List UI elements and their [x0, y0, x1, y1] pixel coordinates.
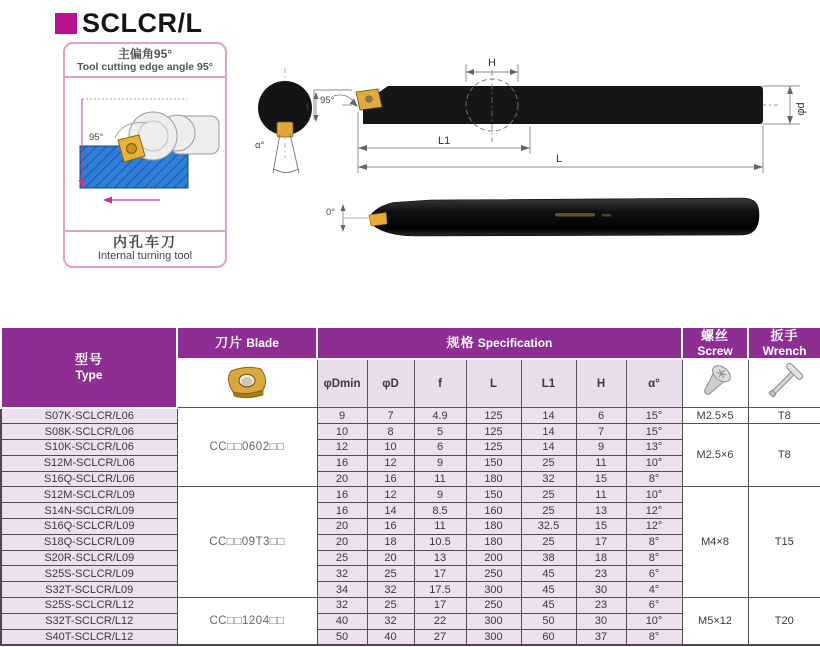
spec-value-cell: 30	[576, 582, 626, 598]
blade-code-cell: CC□□1204□□	[177, 598, 317, 646]
spec-value-cell: 8°	[626, 534, 682, 550]
blade-code-cell: CC□□0602□□	[177, 408, 317, 487]
spec-value-cell: 32	[367, 613, 414, 629]
spec-value-cell: 30	[576, 613, 626, 629]
spec-subheader-f: f	[414, 359, 466, 408]
spec-value-cell: 23	[576, 598, 626, 614]
model-cell: S40T-SCLCR/L12	[1, 629, 177, 645]
bar-marking-dash	[602, 214, 611, 217]
spec-subheader-alpha: α°	[626, 359, 682, 408]
model-cell: S12M-SCLCR/L06	[1, 455, 177, 471]
table-row	[1, 424, 820, 440]
spec-value-cell: 8°	[626, 629, 682, 645]
spec-value-cell: 10.5	[414, 534, 466, 550]
spec-value-cell: 11	[576, 455, 626, 471]
model-cell: S25S-SCLCR/L12	[1, 598, 177, 614]
spec-value-cell: 32.5	[521, 519, 576, 535]
spec-value-cell: 25	[367, 598, 414, 614]
spec-value-cell: 12	[367, 455, 414, 471]
spec-subheader-l1: L1	[521, 359, 576, 408]
spec-value-cell: 13	[576, 503, 626, 519]
spec-value-cell: 25	[521, 487, 576, 503]
screw-icon-cell	[682, 359, 748, 408]
spec-value-cell: 50	[521, 613, 576, 629]
table-row	[1, 598, 820, 614]
col-header-spec: 规格 Specification	[317, 327, 682, 359]
blade-insert-cell	[177, 359, 317, 408]
spec-value-cell: 18	[576, 550, 626, 566]
model-cell: S07K-SCLCR/L06	[1, 408, 177, 424]
spec-value-cell: 10	[317, 424, 367, 440]
spec-value-cell: 40	[367, 629, 414, 645]
spec-value-cell: 25	[521, 503, 576, 519]
spec-value-cell: 16	[367, 471, 414, 487]
spec-value-cell: 8.5	[414, 503, 466, 519]
spec-value-cell: 50	[317, 629, 367, 645]
spec-value-cell: 14	[521, 424, 576, 440]
model-cell: S16Q-SCLCR/L09	[1, 519, 177, 535]
spec-subheader-h: H	[576, 359, 626, 408]
wrench-size-cell: T8	[748, 408, 820, 424]
spec-value-cell: 34	[317, 582, 367, 598]
col-header-type: 型号 Type	[1, 327, 177, 408]
tool-photo-insert	[369, 213, 387, 227]
l-dim-label: L	[556, 153, 563, 165]
spec-value-cell: 32	[521, 471, 576, 487]
cc-insert-icon	[219, 362, 275, 402]
spec-value-cell: 23	[576, 566, 626, 582]
screw-size-cell: M4×8	[682, 487, 748, 598]
boring-bar-outline	[363, 86, 763, 124]
spec-value-cell: 125	[466, 424, 521, 440]
spec-value-cell: 125	[466, 440, 521, 456]
spec-value-cell: 180	[466, 534, 521, 550]
spec-value-cell: 4°	[626, 582, 682, 598]
page-header	[55, 8, 203, 39]
internal-turning-diagram	[65, 78, 225, 224]
spec-value-cell: 40	[317, 613, 367, 629]
tool-type-label-en: Internal turning tool	[97, 250, 193, 263]
wrench-icon-cell	[748, 359, 820, 408]
model-cell: S20R-SCLCR/L09	[1, 550, 177, 566]
spec-value-cell: 32	[317, 598, 367, 614]
spec-value-cell: 250	[466, 598, 521, 614]
feed-arrow	[103, 196, 112, 203]
spec-value-cell: 16	[317, 503, 367, 519]
spec-value-cell: 13	[414, 550, 466, 566]
screw-icon	[693, 360, 737, 404]
info-box-title	[65, 44, 225, 78]
screw-size-cell: M2.5×5	[682, 408, 748, 424]
spec-value-cell: 20	[317, 519, 367, 535]
wrench-size-cell: T15	[748, 487, 820, 598]
spec-value-cell: 8°	[626, 471, 682, 487]
model-cell: S25S-SCLCR/L09	[1, 566, 177, 582]
model-cell: S32T-SCLCR/L12	[1, 613, 177, 629]
spec-value-cell: 6°	[626, 598, 682, 614]
spec-value-cell: 25	[521, 455, 576, 471]
spec-value-cell: 17	[414, 566, 466, 582]
spec-value-cell: 300	[466, 582, 521, 598]
spec-subheader-d: φD	[367, 359, 414, 408]
f-offset-label: f	[306, 102, 309, 113]
spec-value-cell: 10°	[626, 613, 682, 629]
model-cell: S18Q-SCLCR/L09	[1, 534, 177, 550]
spec-value-cell: 9	[317, 408, 367, 424]
spec-value-cell: 38	[521, 550, 576, 566]
spec-value-cell: 200	[466, 550, 521, 566]
spec-value-cell: 32	[367, 582, 414, 598]
spec-value-cell: 8°	[626, 550, 682, 566]
spec-value-cell: 25	[317, 550, 367, 566]
spec-value-cell: 45	[521, 598, 576, 614]
wrench-size-cell: T8	[748, 424, 820, 487]
model-cell: S10K-SCLCR/L06	[1, 440, 177, 456]
spec-value-cell: 37	[576, 629, 626, 645]
cutting-angle-label-en: Tool cutting edge angle 95°	[77, 61, 213, 74]
spec-value-cell: 20	[367, 550, 414, 566]
model-cell: S08K-SCLCR/L06	[1, 424, 177, 440]
col-header-screw: 螺丝 Screw	[682, 327, 748, 359]
spec-value-cell: 12°	[626, 519, 682, 535]
bar-marking	[555, 213, 595, 217]
spec-value-cell: 12°	[626, 503, 682, 519]
screw-size-cell: M5×12	[682, 598, 748, 646]
h-dim-label: H	[488, 57, 496, 69]
spec-value-cell: 9	[414, 455, 466, 471]
spec-value-cell: 300	[466, 629, 521, 645]
spec-value-cell: 14	[521, 440, 576, 456]
table-row	[1, 487, 820, 503]
model-cell: S32T-SCLCR/L09	[1, 582, 177, 598]
spec-value-cell: 10	[367, 440, 414, 456]
spec-value-cell: 17	[576, 534, 626, 550]
spec-value-cell: 16	[317, 455, 367, 471]
spec-value-cell: 8	[367, 424, 414, 440]
spec-value-cell: 10°	[626, 455, 682, 471]
back-angle-label: 0°	[326, 207, 336, 218]
info-box-footer	[65, 230, 225, 266]
model-cell: S16Q-SCLCR/L06	[1, 471, 177, 487]
spec-value-cell: 10°	[626, 487, 682, 503]
model-cell: S12M-SCLCR/L09	[1, 487, 177, 503]
spec-value-cell: 9	[414, 487, 466, 503]
spec-value-cell: 25	[521, 534, 576, 550]
spec-table	[0, 326, 820, 646]
spec-subheader-l: L	[466, 359, 521, 408]
spec-value-cell: 6	[414, 440, 466, 456]
table-row	[1, 408, 820, 424]
angle-95-label: 95°	[89, 131, 104, 143]
tool-type-label-cn: 内孔车刀	[113, 234, 177, 251]
spec-value-cell: 9	[576, 440, 626, 456]
end-view-insert	[277, 122, 293, 137]
screw-size-cell: M2.5×6	[682, 424, 748, 487]
spec-value-cell: 12	[367, 487, 414, 503]
spec-value-cell: 300	[466, 613, 521, 629]
spec-value-cell: 17	[414, 598, 466, 614]
spec-value-cell: 250	[466, 566, 521, 582]
spec-value-cell: 60	[521, 629, 576, 645]
spec-value-cell: 4.9	[414, 408, 466, 424]
spec-table-body	[1, 408, 820, 646]
spec-value-cell: 7	[576, 424, 626, 440]
spec-value-cell: 180	[466, 519, 521, 535]
blade-code-cell: CC□□09T3□□	[177, 487, 317, 598]
spec-value-cell: 7	[367, 408, 414, 424]
spec-value-cell: 15°	[626, 424, 682, 440]
spec-value-cell: 6°	[626, 566, 682, 582]
page-title: SCLCR/L	[82, 8, 203, 38]
tool-photo-body	[370, 198, 759, 236]
spec-value-cell: 14	[521, 408, 576, 424]
spec-value-cell: 14	[367, 503, 414, 519]
spec-value-cell: 11	[414, 471, 466, 487]
spec-value-cell: 20	[317, 471, 367, 487]
spec-value-cell: 17.5	[414, 582, 466, 598]
tool-info-box	[63, 42, 227, 268]
spec-value-cell: 15	[576, 519, 626, 535]
cutting-angle-label-cn: 主偏角95°	[117, 47, 173, 61]
spec-value-cell: 125	[466, 408, 521, 424]
spec-value-cell: 11	[576, 487, 626, 503]
alpha-angle-label: α°	[255, 140, 265, 151]
col-header-wrench: 扳手 Wrench	[748, 327, 820, 359]
spec-value-cell: 27	[414, 629, 466, 645]
spec-value-cell: 150	[466, 487, 521, 503]
spec-value-cell: 13°	[626, 440, 682, 456]
spec-value-cell: 22	[414, 613, 466, 629]
wrench-icon	[762, 360, 806, 404]
spec-value-cell: 150	[466, 455, 521, 471]
spec-value-cell: 20	[317, 534, 367, 550]
l1-dim-label: L1	[438, 135, 451, 147]
dimension-drawing	[230, 40, 820, 302]
spec-value-cell: 5	[414, 424, 466, 440]
wrench-size-cell: T20	[748, 598, 820, 646]
col-header-blade: 刀片 Blade	[177, 327, 317, 359]
spec-value-cell: 45	[521, 566, 576, 582]
phi-d-label: φd	[795, 102, 807, 116]
spec-value-cell: 25	[367, 566, 414, 582]
spec-value-cell: 18	[367, 534, 414, 550]
spec-value-cell: 15°	[626, 408, 682, 424]
spec-value-cell: 160	[466, 503, 521, 519]
spec-value-cell: 11	[414, 519, 466, 535]
spec-value-cell: 16	[367, 519, 414, 535]
spec-value-cell: 32	[317, 566, 367, 582]
brand-square	[55, 13, 77, 34]
spec-value-cell: 12	[317, 440, 367, 456]
spec-value-cell: 15	[576, 471, 626, 487]
spec-value-cell: 180	[466, 471, 521, 487]
spec-value-cell: 16	[317, 487, 367, 503]
spec-subheader-dmin: φDmin	[317, 359, 367, 408]
spec-value-cell: 45	[521, 582, 576, 598]
spec-value-cell: 6	[576, 408, 626, 424]
main-angle-label: 95°	[320, 95, 335, 106]
side-view-insert	[356, 89, 382, 110]
model-cell: S14N-SCLCR/L09	[1, 503, 177, 519]
